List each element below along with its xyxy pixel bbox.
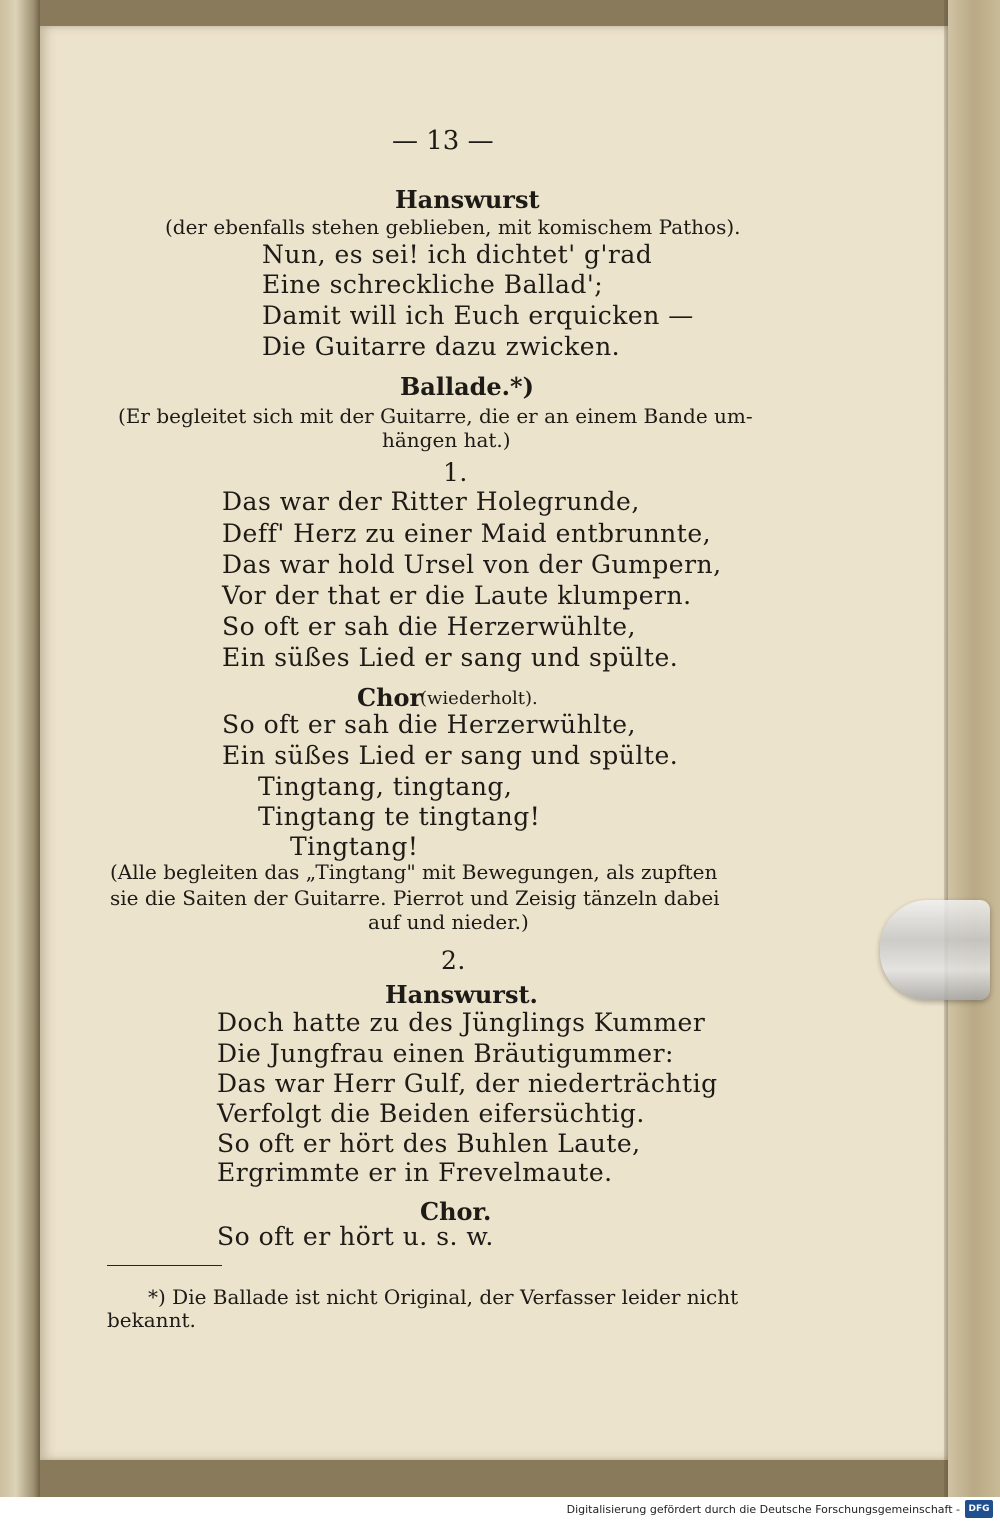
verse-line: Eine schreckliche Ballad';	[262, 270, 604, 299]
chorus-label: Chor	[357, 683, 423, 712]
verse-line: So oft er hört des Buhlen Laute,	[217, 1129, 641, 1158]
footnote: *) Die Ballade ist nicht Original, der Verfasser leider nicht	[148, 1285, 739, 1309]
left-page-edge	[0, 0, 40, 1497]
footer-credit: Digitalisierung gefördert durch die Deutsche Forschungsgemeinschaft -	[566, 1503, 960, 1516]
verse-line: Verfolgt die Beiden eifersüchtig.	[217, 1099, 645, 1128]
verse-line: Vor der that er die Laute klumpern.	[222, 581, 692, 610]
verse-line: Das war Herr Gulf, der niederträchtig	[217, 1069, 718, 1098]
verse-line: Ein süßes Lied er sang und spülte.	[222, 643, 679, 672]
stanza-number: 2.	[441, 946, 466, 975]
chorus-note: (wiederholt).	[420, 688, 538, 709]
ballad-title: Ballade.*)	[400, 372, 534, 401]
stage-direction: (der ebenfalls stehen geblieben, mit komischem Pathos).	[165, 215, 741, 239]
verse-line: Das war der Ritter Holegrunde,	[222, 487, 640, 516]
right-cover-edge	[948, 0, 1000, 1497]
verse-line: So oft er sah die Herzerwühlte,	[222, 612, 636, 641]
stage-direction: sie die Saiten der Guitarre. Pierrot und Zeisig tänzeln dabei	[110, 886, 720, 910]
speaker-heading: Hanswurst	[395, 185, 540, 214]
refrain-line: Tingtang, tingtang,	[258, 772, 513, 801]
verse-line: Ergrimmte er in Frevelmaute.	[217, 1158, 613, 1187]
verse-line: Ein süßes Lied er sang und spülte.	[222, 741, 679, 770]
dfg-logo: DFG	[965, 1500, 993, 1518]
verse-line: Die Guitarre dazu zwicken.	[262, 332, 621, 361]
page-clip	[880, 900, 990, 1000]
refrain-line: Tingtang!	[290, 832, 419, 861]
refrain-line: Tingtang te tingtang!	[258, 802, 541, 831]
stage-direction: hängen hat.)	[382, 428, 511, 452]
chorus-label: Chor.	[420, 1197, 492, 1226]
verse-line: Das war hold Ursel von der Gumpern,	[222, 550, 722, 579]
verse-line: So oft er hört u. s. w.	[217, 1222, 494, 1251]
stanza-number: 1.	[443, 458, 468, 487]
stage-direction: (Er begleitet sich mit der Guitarre, die er an einem Bande um-	[118, 404, 753, 428]
page-number: — 13 —	[392, 126, 494, 156]
verse-line: Deff' Herz zu einer Maid entbrunnte,	[222, 519, 712, 548]
verse-line: Doch hatte zu des Jünglings Kummer	[217, 1008, 706, 1037]
stage-direction: auf und nieder.)	[368, 910, 529, 934]
verse-line: Nun, es sei! ich dichtet' g'rad	[262, 240, 653, 269]
verse-line: Die Jungfrau einen Bräutigummer:	[217, 1039, 674, 1068]
speaker-heading: Hanswurst.	[385, 980, 538, 1009]
stage-direction: (Alle begleiten das „Tingtang" mit Bewegungen, als zupften	[110, 860, 718, 884]
footnote-rule	[107, 1265, 222, 1266]
verse-line: So oft er sah die Herzerwühlte,	[222, 710, 636, 739]
verse-line: Damit will ich Euch erquicken —	[262, 301, 694, 330]
footnote: bekannt.	[107, 1308, 196, 1332]
